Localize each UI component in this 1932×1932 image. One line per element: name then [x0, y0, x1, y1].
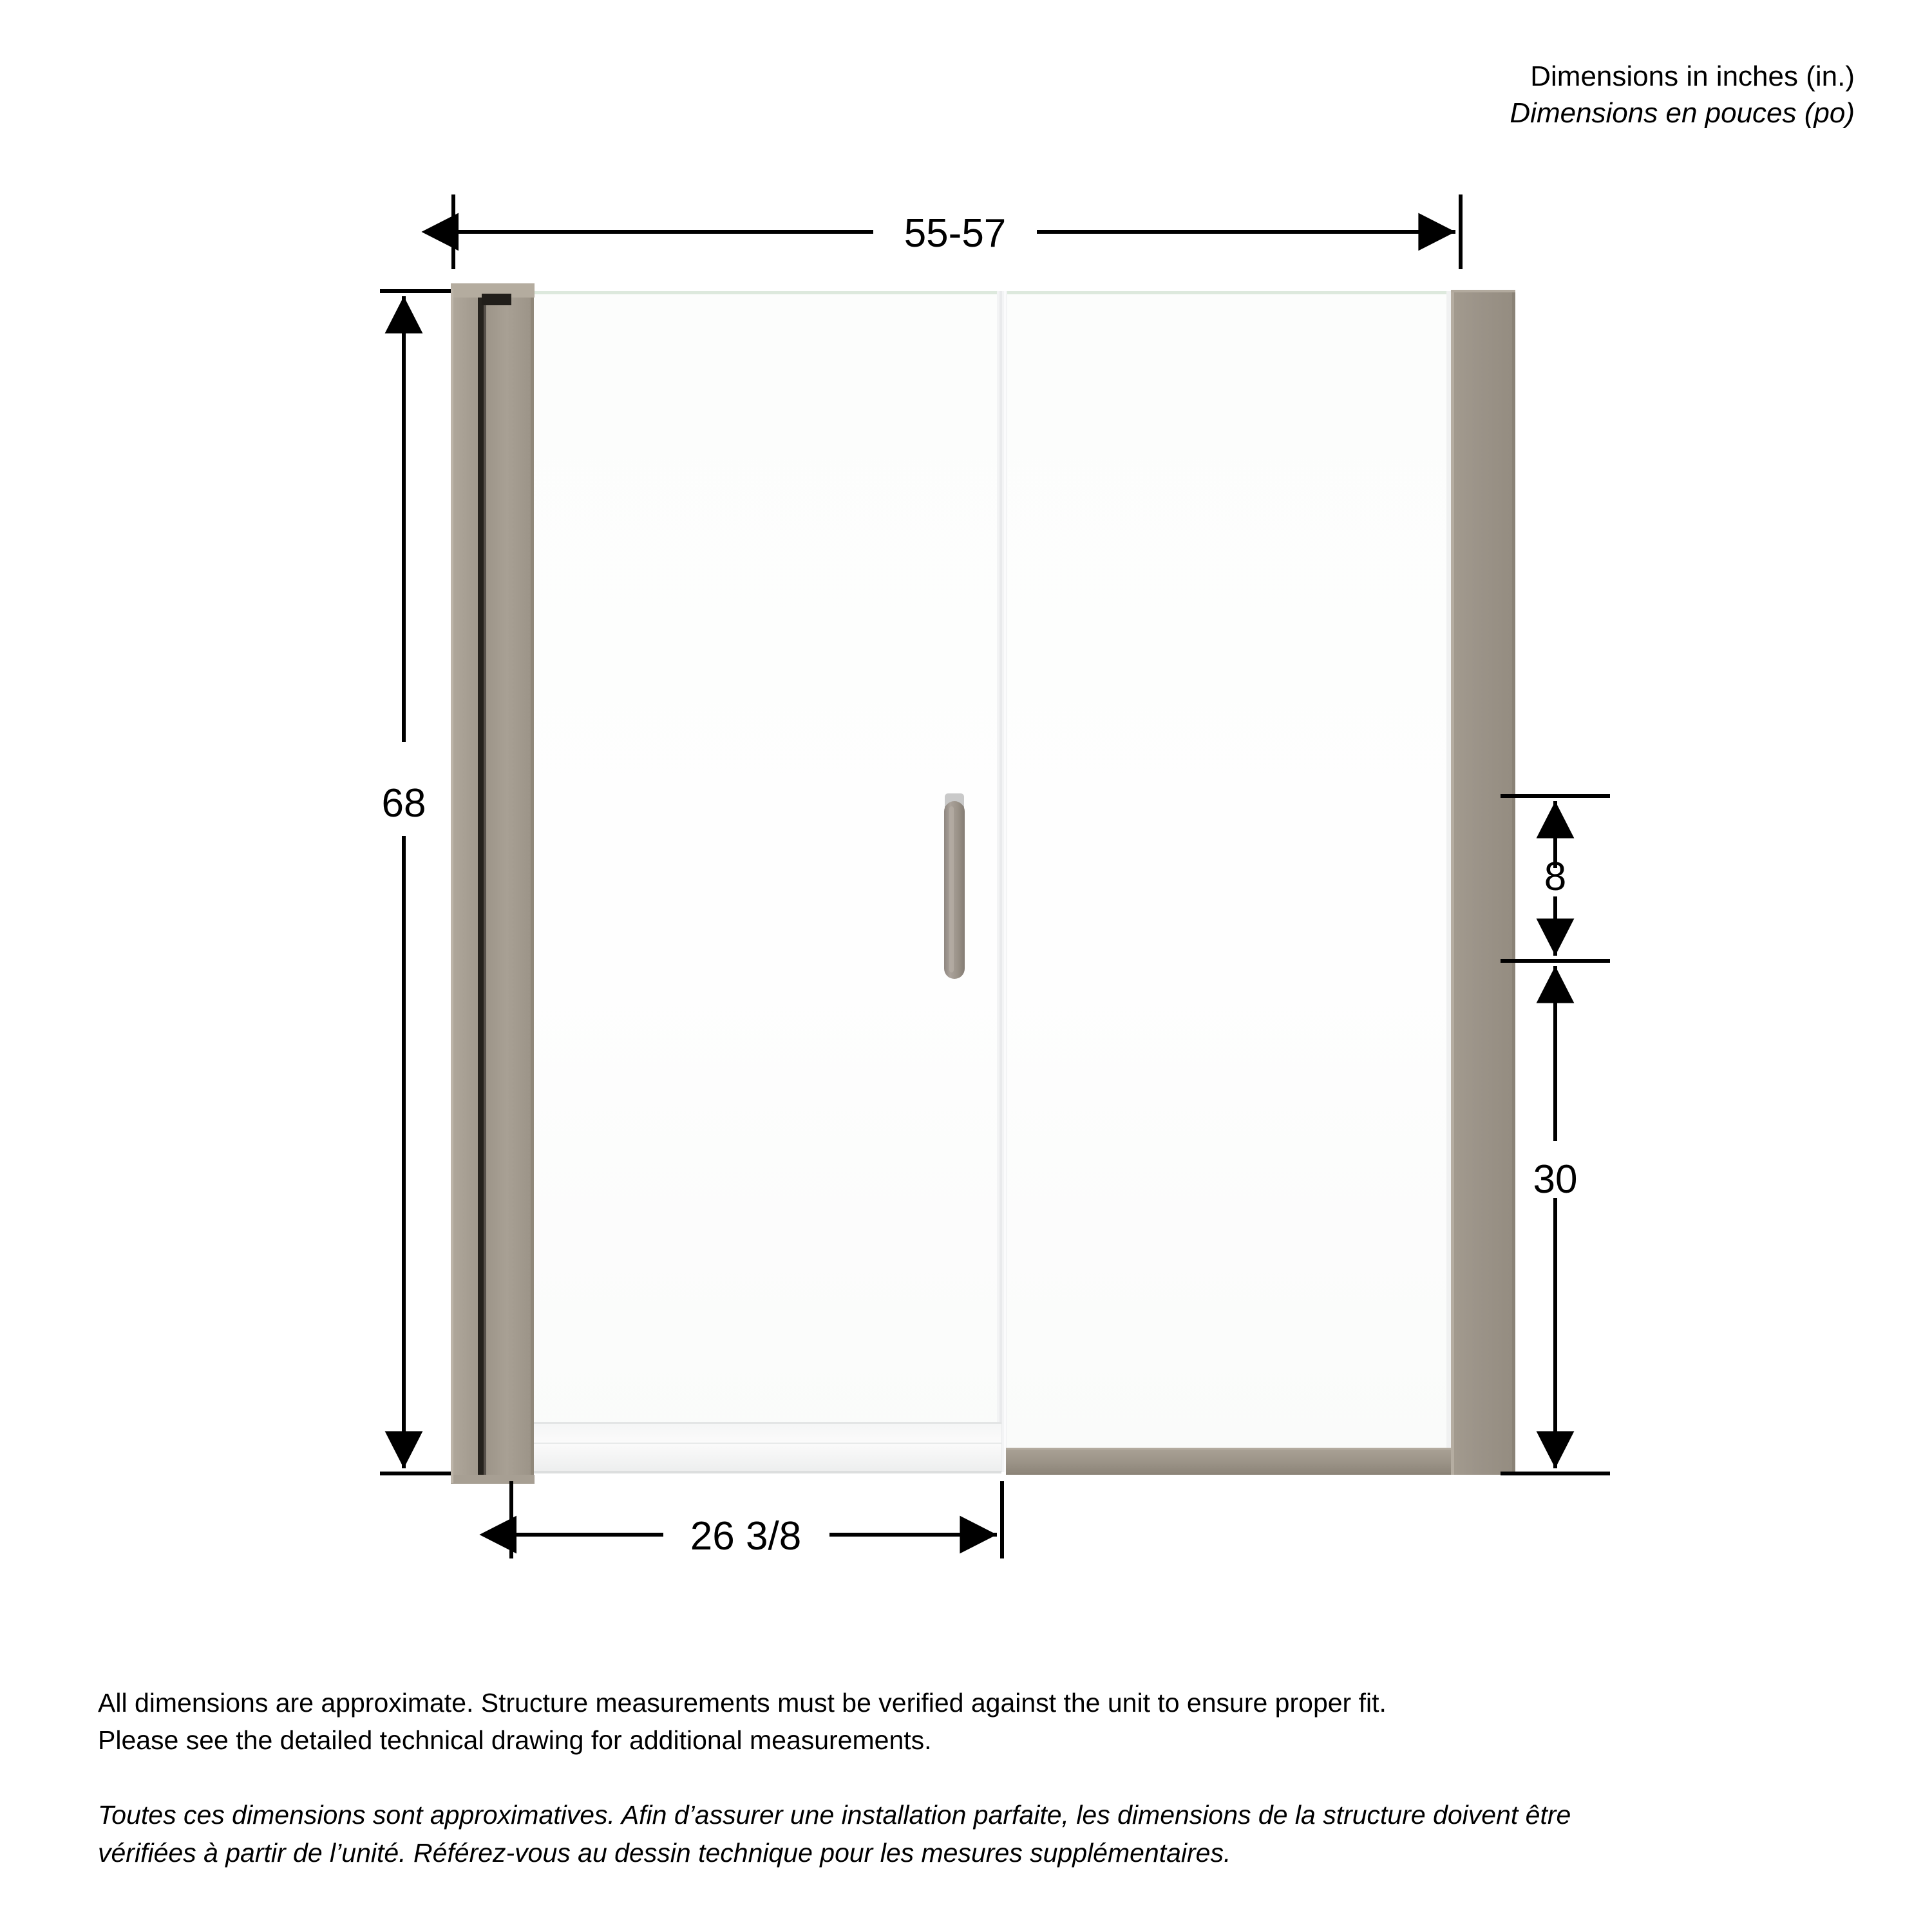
dimension-overall-height: [380, 291, 451, 1473]
left-wall-jamb: [451, 283, 535, 1484]
dimension-label-right-upper: 8: [1544, 855, 1567, 899]
footnotes: [98, 1684, 1850, 1871]
dimension-label-right-lower: 30: [1533, 1157, 1578, 1202]
dimension-overall-width: [453, 194, 1461, 269]
right-support-post: [1451, 290, 1515, 1475]
units-note-french: Dimensions en pouces (po): [1510, 97, 1855, 129]
bottom-rail: [1006, 1448, 1452, 1475]
footnote-french-line1: Toutes ces dimensions sont approximatives. Afin d’assurer une installation parfaite, les dimensions de la structure doivent être: [98, 1800, 1571, 1830]
panel-divider-seam: [997, 291, 1007, 1472]
dimension-label-door-width: 26 3/8: [690, 1514, 802, 1558]
dimension-label-overall-height: 68: [381, 781, 426, 826]
footnote-french-line2: vérifiées à partir de l’unité. Référez-vous au dessin technique pour les mesures supplémentaires.: [98, 1837, 1231, 1868]
glass-door-panel: [512, 291, 1001, 1471]
footnote-english: [98, 1684, 1850, 1759]
fixed-glass-panel: [1006, 291, 1451, 1471]
footnote-english-line2: Please see the detailed technical drawing for additional measurements.: [98, 1725, 932, 1756]
shower-door-assembly: [451, 283, 1515, 1484]
dimension-label-overall-width: 55-57: [904, 211, 1007, 256]
footnote-english-line1: All dimensions are approximate. Structure measurements must be verified against the unit to ensure proper fit.: [98, 1688, 1387, 1718]
bottom-sweep-seal: [512, 1422, 1001, 1473]
door-handle[interactable]: [944, 793, 965, 979]
dimension-right-upper: [1501, 796, 1610, 961]
dimension-right-lower: [1501, 966, 1610, 1473]
footnote-french: [98, 1796, 1850, 1871]
dimension-door-width: [511, 1481, 1002, 1558]
units-note-english: Dimensions in inches (in.): [1530, 61, 1855, 92]
